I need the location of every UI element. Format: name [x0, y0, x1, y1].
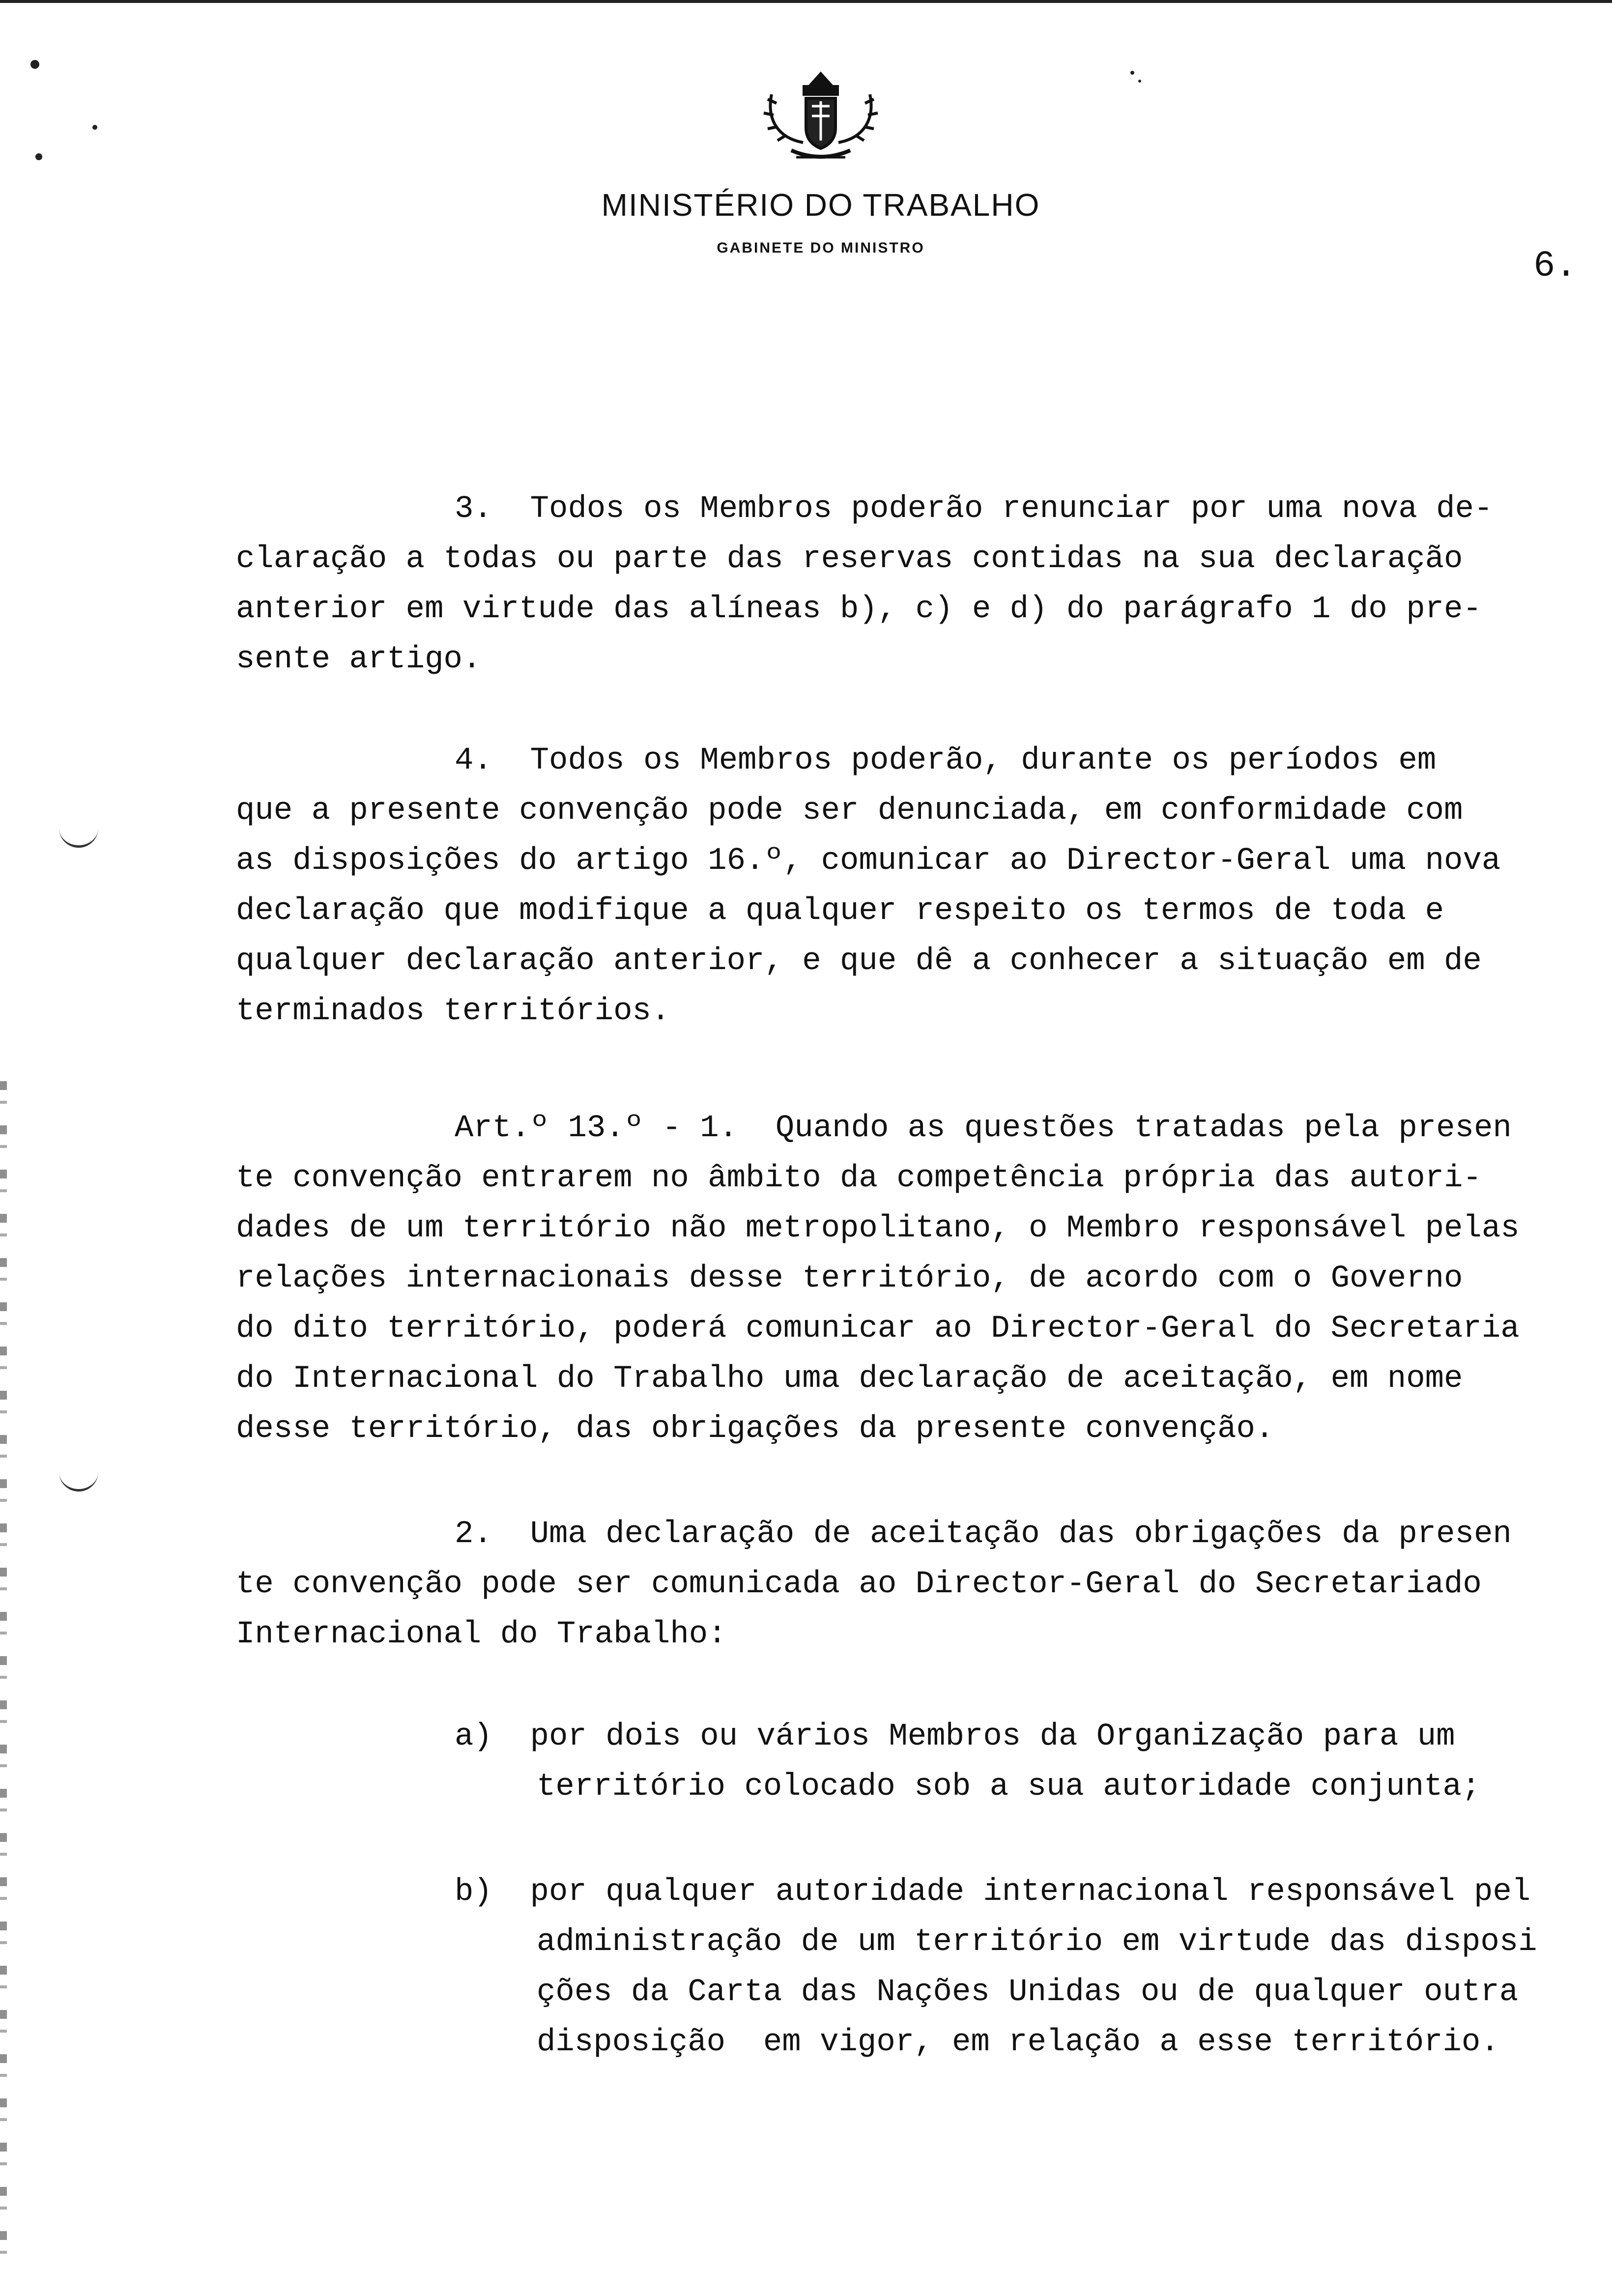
text-line: desse território, das obrigações da presente convenção.: [236, 1411, 1274, 1447]
text-line: ções da Carta das Nações Unidas ou de qualquer outra: [537, 1975, 1519, 2010]
text-line: Internacional do Trabalho:: [236, 1617, 727, 1652]
scan-left-edge-shadow: [0, 1081, 7, 2270]
text-line: sente artigo.: [236, 642, 482, 677]
text-line: que a presente convenção pode ser denunciada, em conformidade com: [236, 793, 1463, 829]
text-line: do dito território, poderá comunicar ao Director-Geral do Secretaria: [236, 1311, 1520, 1347]
text-line: terminados territórios.: [236, 994, 670, 1029]
text-line: claração a todas ou parte das reservas contidas na sua declaração: [236, 542, 1463, 577]
text-line: administração de um território em virtude das disposi: [537, 1924, 1537, 1960]
binder-mark: [59, 1469, 98, 1492]
text-line: qualquer declaração anterior, e que dê a conhecer a situação em de: [236, 944, 1482, 979]
binder-mark: [59, 826, 98, 848]
text-line: relações internacionais desse território, de acordo com o Governo: [236, 1261, 1463, 1296]
text-line: do Internacional do Trabalho uma declaração de aceitação, em nome: [236, 1361, 1463, 1397]
letterhead: [521, 64, 1121, 257]
ministry-title: MINISTÉRIO DO TRABALHO: [601, 187, 1040, 223]
text-line: te convenção pode ser comunicada ao Director-Geral do Secretariado: [236, 1567, 1482, 1602]
text-line: território colocado sob a sua autoridade conjunta;: [537, 1769, 1481, 1805]
scan-speck: [30, 60, 39, 69]
scan-speck: [1130, 71, 1134, 75]
text-line: anterior em virtude das alíneas b), c) e d) do parágrafo 1 do pre-: [236, 592, 1482, 627]
text-line: 2. Uma declaração de aceitação das obrigações da presen: [455, 1517, 1512, 1552]
text-line: 4. Todos os Membros poderão, durante os períodos em: [455, 743, 1437, 778]
page-top-edge: [0, 0, 1612, 3]
cabinet-subtitle: GABINETE DO MINISTRO: [717, 240, 925, 256]
text-line: disposição em vigor, em relação a esse território.: [537, 2025, 1499, 2060]
text-line: dades de um território não metropolitano, o Membro responsável pelas: [236, 1211, 1520, 1246]
text-line: as disposições do artigo 16.º, comunicar ao Director-Geral uma nova: [236, 843, 1501, 879]
scan-speck: [1138, 80, 1141, 83]
text-line: Art.º 13.º - 1. Quando as questões tratadas pela presen: [455, 1111, 1512, 1146]
text-line: 3. Todos os Membros poderão renunciar por uma nova de-: [455, 491, 1493, 527]
text-line: a) por dois ou vários Membros da Organização para um: [455, 1719, 1455, 1754]
text-line: declaração que modifique a qualquer respeito os termos de toda e: [236, 893, 1444, 929]
coat-of-arms-icon: [757, 64, 885, 167]
scan-speck: [35, 153, 42, 160]
page-number: 6.: [1533, 246, 1577, 287]
text-line: te convenção entrarem no âmbito da competência própria das autori-: [236, 1161, 1482, 1196]
scan-speck: [92, 125, 97, 130]
text-line: b) por qualquer autoridade internacional responsável pel: [455, 1874, 1531, 1910]
